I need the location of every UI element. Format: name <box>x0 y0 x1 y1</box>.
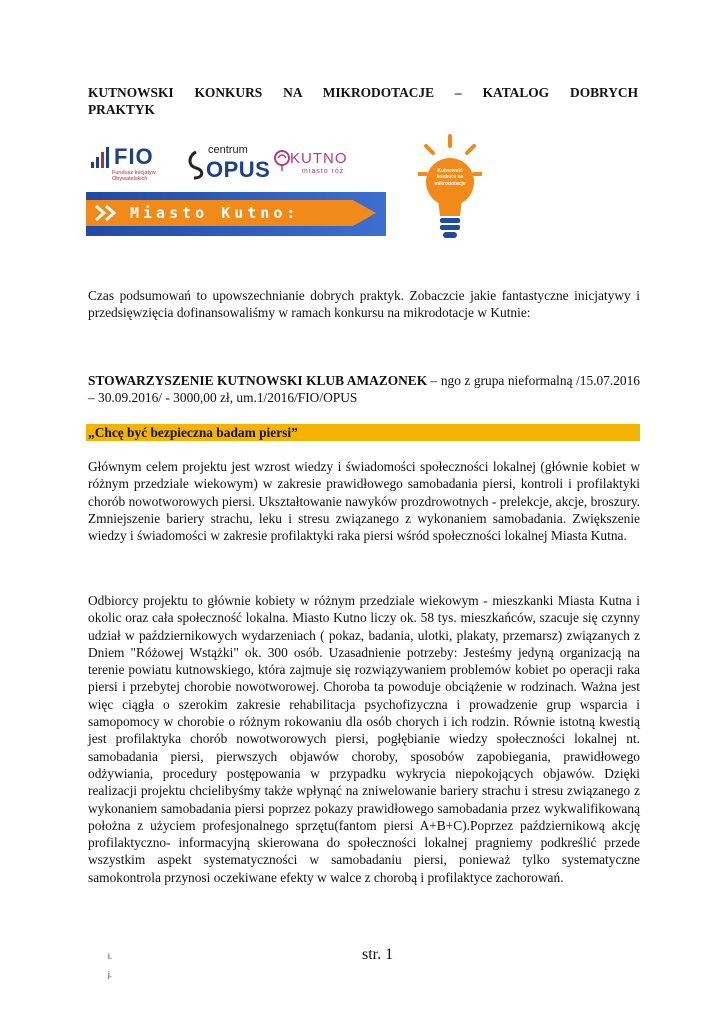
project-recipients-paragraph: Odbiorcy projektu to głównie kobiety w różnym przedziale wiekowym - mieszkanki Miasta Kutna i okolic oraz cała społeczność lokalna. Miasto Kutno liczy ok. 58 tys. mieszkańców, szacuje się czynny udział w październikowych wydarzeniach ( pokaz, badania, ulotki, plakaty, przemarsz) związanych z Dniem "Różowej Wstążki" ok. 300 osób. Uzasadnienie potrzeby: Jesteśmy jedyną organizacją na terenie powiatu kutnowskiego, która zajmuje się rozwiązywaniem problemów kobiet po operacji raka piersi i przebytej chorobie nowotworowej. Choroba ta powoduje obciążenie w rodzinach. Ważna jest więc ciągła o szerokim zakresie rehabilitacja psychofizyczna i prowadzenie grup wsparcia i samopomocy w chorobie o różnym rokowaniu dla osób chorych i ich rodzin. Równie istotną kwestią jest profilaktyka chorób nowotworowych piersi, pogłębianie wiedzy społeczności lokalnej nt. samobadania piersi, pierwszych objawów choroby, sposobów zapobiegania, prawidłowego odżywiania, procedury postępowania w przypadku wykrycia niepokojących objawów. Dzięki realizacji projektu chcielibyśmy także wpłynąć na zniwelowanie bariery strachu i stresu związanego z wykonaniem samobadania piersi poprzez pokazy prawidłowego samobadania przez wykwalifikowaną położna z użyciem profesjonalnego sprzętu(fantom piersi A+B+C).Poprzez październikową akcję profilaktyczno- informacyjną skierowana do społeczności lokalnej pragniemy podkreślić przede wszystkim aspekt systematyczności w samobadaniu piersi, ponieważ tylko systematyczne samokontrola przynosi oczekiwane efekty w walce z chorobą i profilaktyce zachorowań. <box>88 593 640 885</box>
fio-logo-subtitle: Fundusz Inicjatyw Obywatelskich <box>112 170 156 182</box>
miasto-kutno-strip <box>86 192 386 236</box>
kutno-logo <box>272 146 362 186</box>
rose-icon <box>272 148 292 172</box>
opus-swirl-icon <box>186 150 206 180</box>
strip-label: Miasto Kutno: <box>130 204 300 222</box>
program-banner <box>86 138 396 240</box>
lightbulb-icon <box>418 134 482 246</box>
opus-logo-small: centrum <box>208 144 248 156</box>
footer-marker-i: i. <box>108 952 112 961</box>
kutno-logo-subtitle: miasto róż <box>302 168 345 175</box>
page-number: str. 1 <box>362 946 394 963</box>
fio-logo <box>90 144 178 186</box>
intro-paragraph: Czas podsumowań to upowszechnianie dobrych praktyk. Zobaczcie jakie fantastyczne inicjatywy i przedsięwzięcia dofinansowaliśmy w ramach konkursu na mikrodotacje w Kutnie: <box>88 288 640 321</box>
opus-logo-text: OPUS <box>206 157 271 182</box>
lightbulb-caption: Kutnowski konkurs na mikrodotacje <box>434 168 466 187</box>
fio-bars-icon <box>90 146 112 170</box>
chevron-right-icon <box>94 204 118 222</box>
footer-marker-j: j. <box>108 970 112 979</box>
opus-logo <box>186 144 271 186</box>
organization-details: – ngo z grupa nieformalną /15.07.2016 – 30.09.2016/ - 3000,00 zł, um.1/2016/FIO/OPUS <box>88 373 641 406</box>
organization-entry <box>88 372 640 407</box>
organization-name: STOWARZYSZENIE KUTNOWSKI KLUB AMAZONEK <box>88 373 428 388</box>
project-title: „Chcę być bezpieczna badam piersi” <box>86 424 640 441</box>
project-goal-paragraph: Głównym celem projektu jest wzrost wiedzy i świadomości społeczności lokalnej (głównie kobiet w różnym przedziale wiekowym) w zakresie prawidłowego samobadania piersi, kontroli i profilaktyki chorób nowotworowych piersi. Ukształtowanie nawyków prozdrowotnych - prelekcje, akcje, broszury. Zmniejszenie bariery strachu, leku i stresu związanego z wykonaniem samobadania. Zwiększenie wiedzy i świadomości w zakresie profilaktyki raka piersi wśród społeczności lokalnej Miasta Kutna. <box>88 459 640 544</box>
fio-logo-text: FIO <box>114 144 154 169</box>
kutno-logo-text: KUTNO <box>290 150 348 167</box>
document-title-line2: PRAKTYK <box>88 102 155 117</box>
document-title-line1: KUTNOWSKI KONKURS NA MIKRODOTACJE – KATALOG DOBRYCH <box>88 85 638 100</box>
